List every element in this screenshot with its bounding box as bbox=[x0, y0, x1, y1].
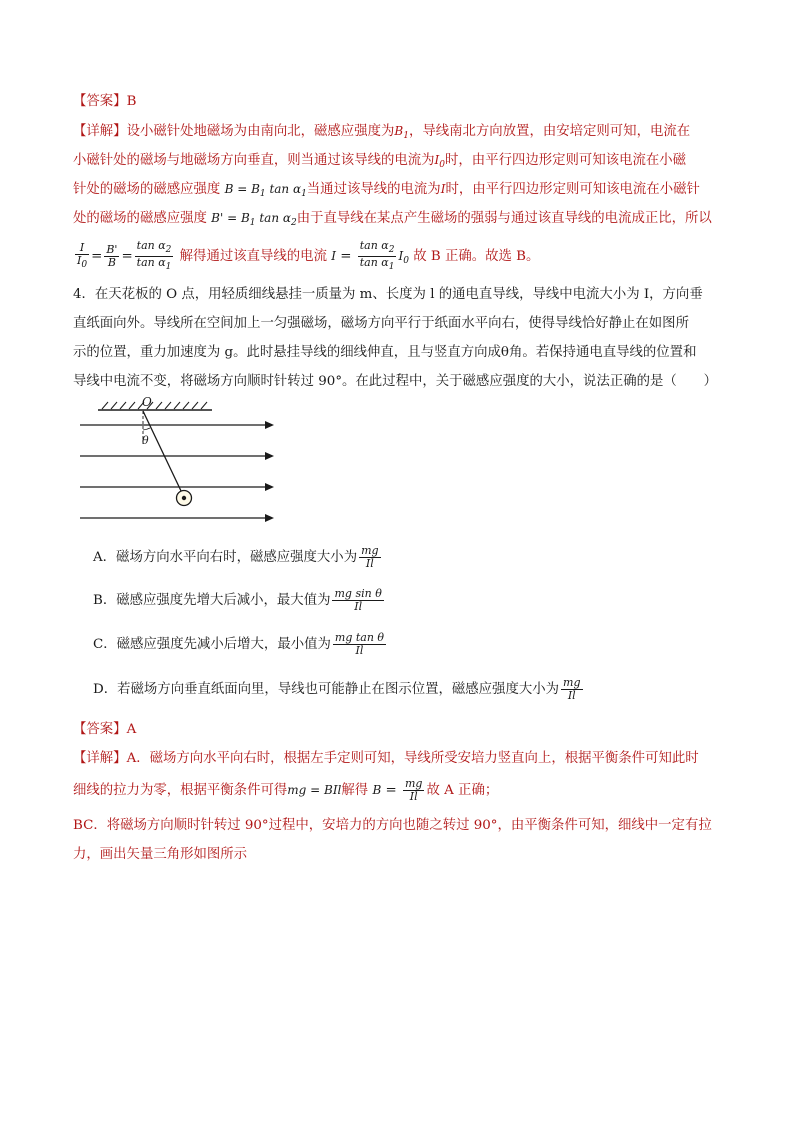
option-b: B．磁感应强度先增大后减小，最大值为 $\frac{\text{mg sin θ}}{Il}$ bbox=[93, 587, 382, 613]
answer-value: B bbox=[126, 94, 137, 109]
q4-stem-line-1: 4．在天花板的 O 点，用轻质细线悬挂一质量为 m、长度为 l 的通电直导线，导线中电流大小为 I，方向垂 bbox=[73, 287, 703, 302]
q3-detail-line-5: $\frac{I}{I_0}$ = $\frac{B'}{B}$ = $\frac{\tan \alpha_2}{\tan \alpha_1}$ 解得通过该直导线的电流 I = $\frac{\tan \alpha_2}{\tan \alpha_1}$ $I_0$ 故 B 正确。故选 B。 bbox=[73, 240, 539, 274]
q4-detail-line-2: 细线的拉力为零，根据平衡条件可得mg = BIl解得 B = $\frac{mg}{Il}$ 故 A 正确； bbox=[73, 777, 499, 803]
q4-detail-line-3: BC．将磁场方向顺时针转过 90°过程中，安培力的方向也随之转过 90°，由平衡条件可知，细线中一定有拉 bbox=[73, 818, 712, 833]
q3-answer bbox=[73, 92, 136, 112]
q4-stem-line-2: 直纸面向外。导线所在空间加上一匀强磁场，磁场方向平行于纸面水平向右，使得导线恰好静止在如图所 bbox=[73, 316, 689, 331]
option-d: D．若磁场方向垂直纸面向里，导线也可能静止在图示位置，磁感应强度大小为 $\frac{mg}{Il}$ bbox=[93, 676, 581, 702]
ceiling bbox=[98, 402, 212, 410]
label-theta: θ bbox=[142, 434, 149, 447]
symbol-b1: $B_1$ bbox=[394, 124, 409, 141]
detail-label: 【详解】 bbox=[73, 124, 127, 139]
q4-figure bbox=[70, 392, 290, 532]
formula-b-prime-tan-a2: $B' = B_1$ $\tan \alpha_2$ bbox=[211, 211, 297, 228]
formula-b-result: B = $\frac{mg}{Il}$ bbox=[372, 777, 423, 803]
theta-arc bbox=[143, 428, 150, 430]
q4-answer bbox=[73, 720, 136, 740]
q3-detail-line-1: 【详解】设小磁针处地磁场为由南向北，磁感应强度为$B_1$，导线南北方向放置，由安培定则可知，电流在 bbox=[73, 124, 691, 141]
suspension-thread bbox=[143, 411, 182, 493]
answer-value: A bbox=[126, 722, 137, 737]
q4-stem-line-4: 导线中电流不变，将磁场方向顺时针转过 90°。在此过程中，关于磁感应强度的大小，说法正确的是（ ） bbox=[73, 374, 717, 389]
q4-detail-line-1: 【详解】A．磁场方向水平向右时，根据左手定则可知，导线所受安培力竖直向上，根据平衡条件可知此时 bbox=[73, 751, 699, 766]
label-o: O bbox=[142, 395, 152, 409]
magnetic-field-lines bbox=[80, 425, 268, 518]
q3-detail-line-4: 处的磁场的磁感应强度 $B' = B_1$ $\tan \alpha_2$由于直导线在某点产生磁场的强弱与通过该直导线的电流成正比，所以 bbox=[73, 211, 712, 228]
field-arrowheads bbox=[265, 421, 274, 522]
formula-i-result: I = $\frac{\tan \alpha_2}{\tan \alpha_1}$ $I_0$ bbox=[331, 239, 409, 272]
formula-b-tan-a1: $B = B_1$ $\tan \alpha_1$ bbox=[224, 182, 307, 199]
formula-ratio: $\frac{I}{I_0}$ = $\frac{B'}{B}$ = $\frac{\tan \alpha_2}{\tan \alpha_1}$ bbox=[77, 239, 172, 272]
current-out-of-page-icon bbox=[177, 491, 192, 506]
q4-stem-line-3: 示的位置，重力加速度为 g。此时悬挂导线的细线伸直，且与竖直方向成θ角。若保持通电直导线的位置和 bbox=[73, 345, 697, 360]
detail-label: 【详解】 bbox=[73, 751, 127, 766]
symbol-i0: $I_0$ bbox=[434, 153, 446, 170]
q4-detail-line-4: 力，画出矢量三角形如图所示 bbox=[73, 847, 248, 862]
q3-detail-line-3: 针处的磁场的磁感应强度 $B = B_1$ $\tan \alpha_1$当通过该导线的电流为I时，由平行四边形定则可知该电流在小磁针 bbox=[73, 182, 700, 199]
option-a: A．磁场方向水平向右时，磁感应强度大小为 $\frac{mg}{Il}$ bbox=[93, 544, 379, 570]
answer-label: 【答案】 bbox=[73, 94, 127, 109]
answer-label: 【答案】 bbox=[73, 722, 127, 737]
option-c: C．磁感应强度先减小后增大，最小值为 $\frac{\text{mg tan θ}}{Il}$ bbox=[93, 631, 385, 657]
q3-detail-line-2: 小磁针处的磁场与地磁场方向垂直，则当通过该导线的电流为$I_0$时，由平行四边形定则可知该电流在小磁 bbox=[73, 153, 687, 170]
